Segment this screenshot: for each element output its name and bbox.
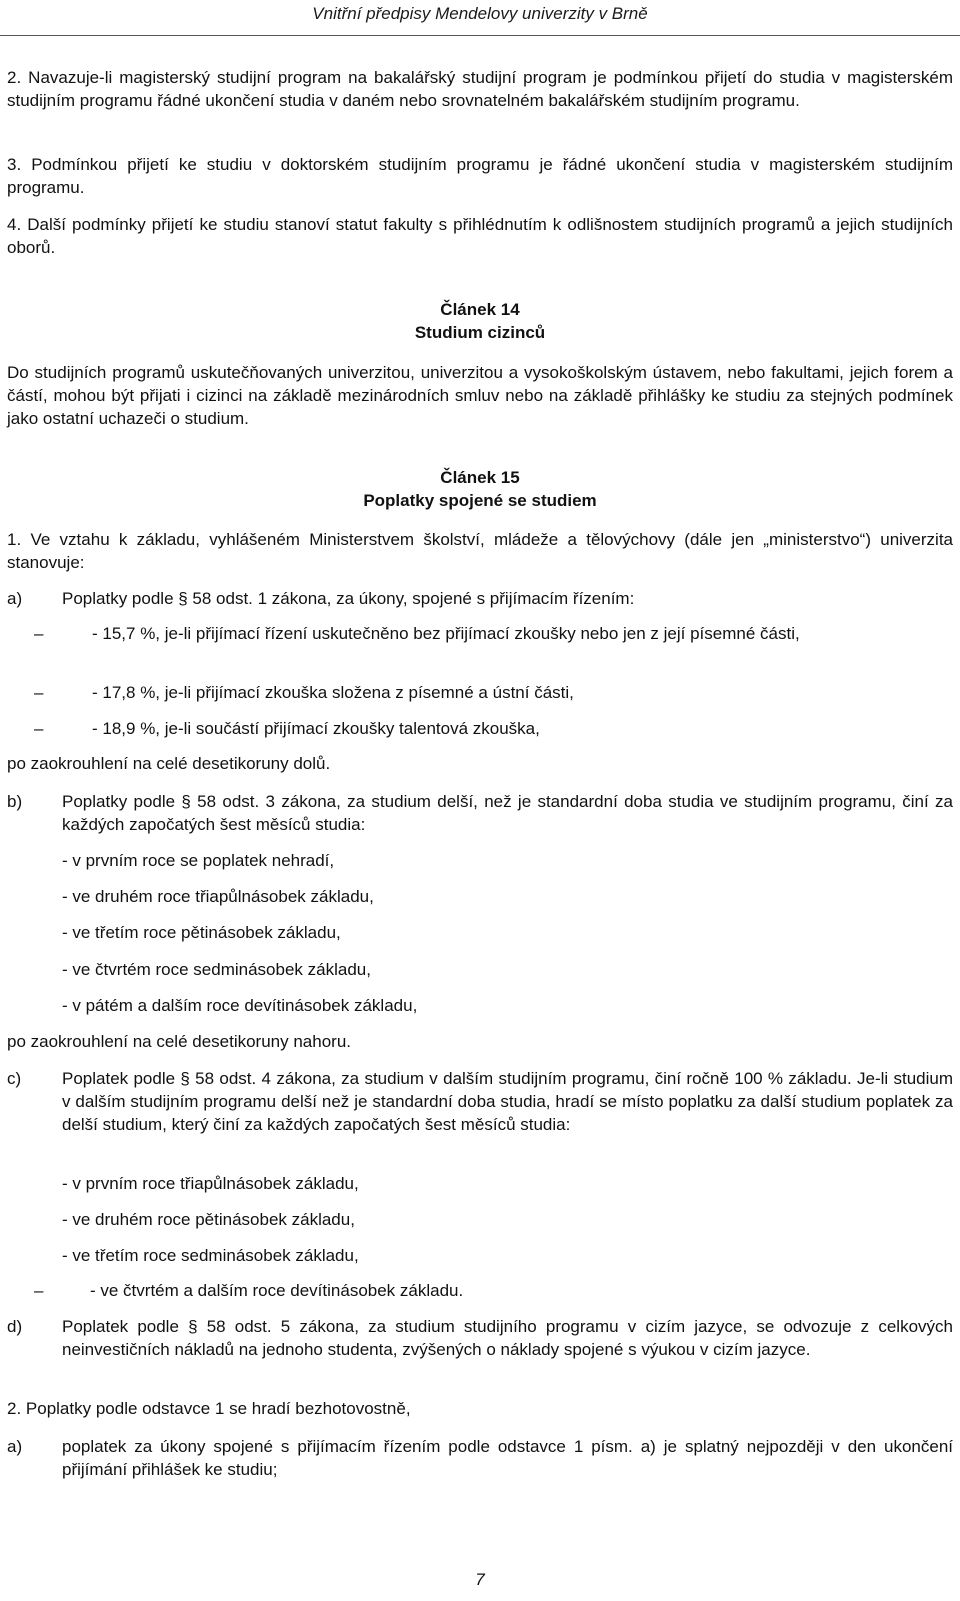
list-item: - v prvním roce třiapůlnásobek základu, (62, 1174, 359, 1193)
paragraph-3: 3. Podmínkou přijetí ke studiu v doktorském studijním programu je řádné ukončení studia v magisterském studijním programu. (7, 155, 953, 197)
article-14-text: Do studijních programů uskutečňovaných univerzitou, univerzitou a vysokoškolským ústavem, nebo fakultami, jejich forem a částí, mohou být přijati i cizinci na základě mezinárodních smluv nebo na základě přihlášky ke studiu za stejných podmínek jako ostatní uchazeči o studium. (7, 363, 953, 428)
item-c-label: c) (7, 1069, 22, 1088)
list-item: - ve třetím roce sedminásobek základu, (62, 1246, 359, 1265)
list-item: - v pátém a dalším roce devítinásobek základu, (62, 996, 418, 1015)
list-item: - v prvním roce se poplatek nehradí, (62, 851, 335, 870)
item-a-label: a) (7, 589, 23, 608)
list-item: - ve druhém roce třiapůlnásobek základu, (62, 887, 374, 906)
list-dash: – (34, 1281, 44, 1300)
item-b-footer: po zaokrouhlení na celé desetikoruny nahoru. (7, 1032, 352, 1051)
list-item: - 18,9 %, je-li součástí přijímací zkoušky talentová zkouška, (92, 719, 540, 738)
item-d-label: d) (7, 1317, 23, 1336)
page-number: 7 (475, 1570, 485, 1589)
item-c-text: Poplatek podle § 58 odst. 4 zákona, za studium v dalším studijním programu, činí ročně 100 % základu. Je-li studium v dalším studijním programu delší než je standardní doba studia, hradí se místo poplatku za další studium poplatek za delší studium, který činí za každých započatých šest měsíců studia: (62, 1069, 953, 1134)
article-14-number: Článek 14 (440, 300, 520, 319)
article-14-title: Studium cizinců (414, 323, 546, 342)
list-item: - ve čtvrtém roce sedminásobek základu, (62, 960, 371, 979)
list-dash: – (34, 683, 44, 702)
article-15-paragraph-2: 2. Poplatky podle odstavce 1 se hradí bezhotovostně, (7, 1399, 411, 1418)
item-a-text: Poplatky podle § 58 odst. 1 zákona, za úkony, spojené s přijímacím řízením: (62, 589, 635, 608)
item-a-footer: po zaokrouhlení na celé desetikoruny dolů. (7, 754, 331, 773)
article-15-title: Poplatky spojené se studiem (363, 491, 597, 510)
list-item: - ve třetím roce pětinásobek základu, (62, 923, 341, 942)
list-dash: – (34, 719, 44, 738)
paragraph-2-item-a-text: poplatek za úkony spojené s přijímacím řízením podle odstavce 1 písm. a) je splatný nejpozději v den ukončení přijímání přihlášek ke studiu; (62, 1437, 953, 1479)
header-divider (0, 35, 960, 36)
list-item: - 17,8 %, je-li přijímací zkouška složena z písemné a ústní části, (92, 683, 574, 702)
list-item: - 15,7 %, je-li přijímací řízení uskutečněno bez přijímací zkoušky nebo jen z její písemné části, (92, 624, 800, 643)
paragraph-2: 2. Navazuje-li magisterský studijní program na bakalářský studijní program je podmínkou přijetí do studia v magisterském studijním programu řádné ukončení studia v daném nebo srovnatelném bakalářském studijním programu. (7, 68, 953, 110)
item-b-text: Poplatky podle § 58 odst. 3 zákona, za studium delší, než je standardní doba studia ve studijním programu, činí za každých započatých šest měsíců studia: (62, 792, 953, 834)
list-item: - ve čtvrtém a dalším roce devítinásobek základu. (90, 1281, 464, 1300)
article-15-number: Článek 15 (440, 468, 520, 487)
paragraph-2-item-a-label: a) (7, 1437, 23, 1456)
list-dash: – (34, 624, 44, 643)
list-item: - ve druhém roce pětinásobek základu, (62, 1210, 355, 1229)
article-15-paragraph-1: 1. Ve vztahu k základu, vyhlášeném Ministerstvem školství, mládeže a tělovýchovy (dále jen „ministerstvo“) univerzita stanovuje: (7, 530, 953, 572)
running-header: Vnitřní předpisy Mendelovy univerzity v Brně (312, 4, 648, 23)
item-b-label: b) (7, 792, 23, 811)
paragraph-4: 4. Další podmínky přijetí ke studiu stanoví statut fakulty s přihlédnutím k odlišnostem studijních programů a jejich studijních oborů. (7, 215, 953, 257)
item-d-text: Poplatek podle § 58 odst. 5 zákona, za studium studijního programu v cizím jazyce, se odvozuje z celkových neinvestičních nákladů na jednoho studenta, zvýšených o náklady spojené s výukou v cizím jazyce. (62, 1317, 953, 1359)
